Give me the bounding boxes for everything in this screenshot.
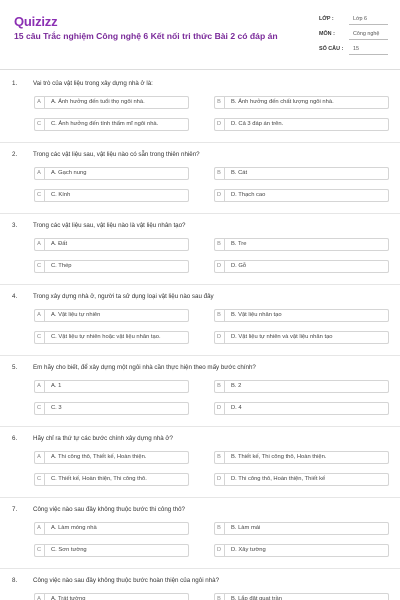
option-text: D. Xây tường xyxy=(231,547,266,553)
option-text: A. Đất xyxy=(51,241,68,247)
option-letter: A xyxy=(34,522,45,535)
question-number: 6. xyxy=(12,435,18,442)
meta-class-value: Lớp 6 xyxy=(353,16,368,22)
option-letter: C xyxy=(34,473,45,486)
question-number: 8. xyxy=(12,577,18,584)
meta-subject-line xyxy=(349,39,388,40)
option-text: A. 1 xyxy=(51,383,62,389)
option-text: A. Làm móng nhà xyxy=(51,525,97,531)
meta-class-key: LỚP : xyxy=(319,16,334,22)
question-divider xyxy=(0,426,400,427)
option-text: B. Tre xyxy=(231,241,247,247)
option-letter: A xyxy=(34,238,45,251)
option-letter: A xyxy=(34,96,45,109)
meta-subject-value: Công nghệ xyxy=(353,31,380,37)
question-divider xyxy=(0,568,400,569)
option-text: A. Ảnh hưởng đến tuổi thọ ngôi nhà. xyxy=(51,99,145,105)
option-letter: A xyxy=(34,451,45,464)
meta-class xyxy=(311,12,388,26)
question-number: 1. xyxy=(12,80,18,87)
option-text: C. Thép xyxy=(51,263,72,269)
option-letter: D xyxy=(214,260,225,273)
meta-count-line xyxy=(349,54,388,55)
option-text: B. 2 xyxy=(231,383,242,389)
question-divider xyxy=(0,284,400,285)
option-letter: D xyxy=(214,331,225,344)
option-letter: C xyxy=(34,544,45,557)
option-letter: B xyxy=(214,451,225,464)
meta-class-line xyxy=(349,24,388,25)
option-letter: A xyxy=(34,380,45,393)
meta-count-value: 15 xyxy=(353,46,359,52)
option-text: C. Sơn tường xyxy=(51,547,87,553)
option-letter: B xyxy=(214,96,225,109)
question-number: 5. xyxy=(12,364,18,371)
option-text: A. Trát tường xyxy=(51,596,86,600)
option-letter: D xyxy=(214,544,225,557)
question-text: Trong xây dựng nhà ở, người ta sử dụng loại vật liệu nào sau đây xyxy=(33,293,214,300)
question-number: 2. xyxy=(12,151,18,158)
option-text: B. Thiết kế, Thi công thô, Hoàn thiện. xyxy=(231,454,327,460)
option-text: B. Vật liệu nhân tạo xyxy=(231,312,282,318)
question-text: Công việc nào sau đây không thuộc bước hoàn thiện của ngôi nhà? xyxy=(33,577,220,584)
question-number: 4. xyxy=(12,293,18,300)
option-letter: C xyxy=(34,260,45,273)
option-letter: C xyxy=(34,402,45,415)
question-text: Vai trò của vật liệu trong xây dựng nhà ở là: xyxy=(33,80,153,87)
option-text: B. Làm mái xyxy=(231,525,261,531)
meta-subject-key: MÔN : xyxy=(319,31,335,37)
option-letter: B xyxy=(214,380,225,393)
option-text: D. Thạch cao xyxy=(231,192,266,198)
question-number: 7. xyxy=(12,506,18,513)
question-divider xyxy=(0,497,400,498)
option-letter: D xyxy=(214,189,225,202)
meta-count-key: SỐ CÂU : xyxy=(319,46,344,52)
option-text: A. Gạch nung xyxy=(51,170,87,176)
option-letter: B xyxy=(214,593,225,600)
option-letter: D xyxy=(214,473,225,486)
option-letter: A xyxy=(34,593,45,600)
option-letter: D xyxy=(214,118,225,131)
option-letter: C xyxy=(34,189,45,202)
option-text: C. 3 xyxy=(51,405,62,411)
option-letter: B xyxy=(214,309,225,322)
option-text: B. Lắp đặt quạt trần xyxy=(231,596,282,600)
question-text: Trong các vật liệu sau, vật liệu nào là vật liệu nhân tạo? xyxy=(33,222,186,229)
question-text: Công việc nào sau đây không thuộc bước thi công thô? xyxy=(33,506,185,513)
option-text: D. Thi công thô, Hoàn thiện, Thiết kế xyxy=(231,476,326,482)
worksheet-meta xyxy=(311,12,388,58)
option-text: A. Thi công thô, Thiết kế, Hoàn thiện. xyxy=(51,454,147,460)
option-letter: C xyxy=(34,118,45,131)
option-letter: B xyxy=(214,167,225,180)
option-text: B. Cát xyxy=(231,170,248,176)
option-text: C. Kính xyxy=(51,192,71,198)
quizizz-logo: Quizizz xyxy=(14,14,58,29)
option-text: D. Vật liệu tự nhiên và vật liệu nhân tạo xyxy=(231,334,333,340)
option-text: C. Ảnh hưởng đến tính thẩm mĩ ngôi nhà. xyxy=(51,121,159,127)
option-text: C. Thiết kế, Hoàn thiện, Thi công thô. xyxy=(51,476,147,482)
option-text: A. Vật liệu tự nhiên xyxy=(51,312,101,318)
question-text: Em hãy cho biết, để xây dựng một ngôi nhà cần thực hiện theo mấy bước chính? xyxy=(33,364,256,371)
question-divider xyxy=(0,142,400,143)
option-letter: C xyxy=(34,331,45,344)
worksheet-header xyxy=(0,0,400,66)
option-letter: B xyxy=(214,238,225,251)
option-text: D. Gỗ xyxy=(231,263,247,269)
question-text: Hãy chỉ ra thứ tự các bước chính xây dựng nhà ở? xyxy=(33,435,173,442)
worksheet-title: 15 câu Trắc nghiệm Công nghệ 6 Kết nối tri thức Bài 2 có đáp án xyxy=(14,31,278,41)
option-text: D. Cả 3 đáp án trên. xyxy=(231,121,284,127)
option-letter: B xyxy=(214,522,225,535)
question-divider xyxy=(0,213,400,214)
meta-subject xyxy=(311,27,388,41)
option-letter: A xyxy=(34,167,45,180)
option-text: C. Vật liệu tự nhiên hoặc vật liệu nhân tạo. xyxy=(51,334,161,340)
question-text: Trong các vật liệu sau, vật liệu nào có sẵn trong thiên nhiên? xyxy=(33,151,200,158)
option-letter: D xyxy=(214,402,225,415)
question-number: 3. xyxy=(12,222,18,229)
header-divider xyxy=(0,69,400,70)
option-text: D. 4 xyxy=(231,405,242,411)
option-text: B. Ảnh hưởng đến chất lượng ngôi nhà. xyxy=(231,99,334,105)
meta-count xyxy=(311,42,388,56)
option-letter: A xyxy=(34,309,45,322)
question-divider xyxy=(0,355,400,356)
